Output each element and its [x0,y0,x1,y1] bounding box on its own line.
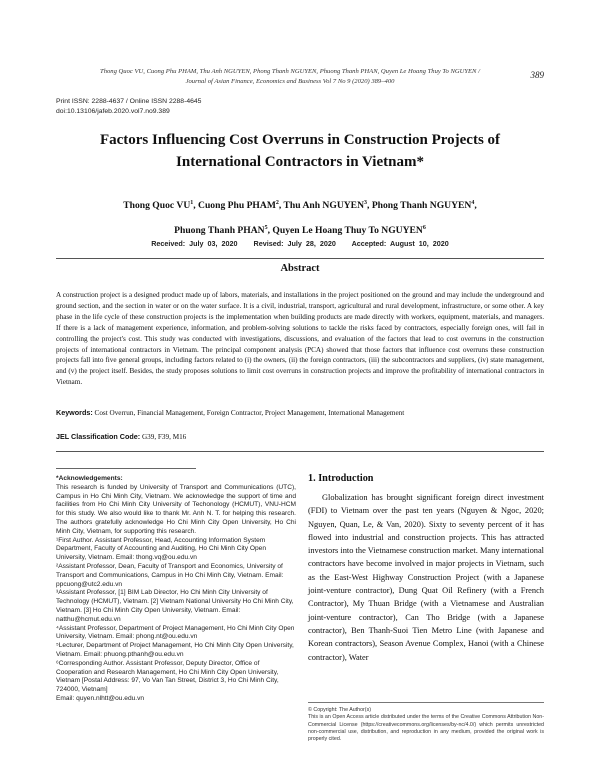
issn-block [56,97,201,117]
copyright-rule [308,702,544,703]
footnote-6: ⁶Corresponding Author. Assistant Professor, Deputy Director, Office of Cooperation and Research Management, Ho Chi Minh City Open University, Vietnam [Postal Address: 97, Vo Van Tan Street, District 3, Ho Chi Minh City, 724000, Vietnam] [56,659,279,694]
abstract-heading: Abstract [280,263,320,274]
jel-codes: G39, F39, M16 [141,433,187,441]
acknowledgements-heading: *Acknowledgements: [56,475,123,482]
introduction-heading: 1. Introduction [308,473,374,484]
keywords-text: Cost Overrun, Financial Management, Foreign Contractor, Project Management, International Management [94,409,405,417]
doi-line[interactable]: doi:10.13106/jafeb.2020.vol7.no9.389 [56,108,170,115]
footnote-4: ⁴Assistant Professor, Department of Project Management, Ho Chi Minh City Open University, Vietnam. Email: phong.nt@ou.edu.vn [56,624,295,641]
author-line-2: Phuong Thanh PHAN$^5$, Quyen Le Hoang Thuy To NGUYEN$^6$ [174,225,426,237]
footnotes [56,475,296,704]
keywords [56,408,544,417]
acknowledgements-text: This research is funded by University of Transport and Communications (UTC), Campus in Ho Chi Minh City, Vietnam. We acknowledge the support of time and facilities from Ho Chi Minh City University of Techonology (HCMUT), VNU-HCM for this study. We also would like to thank Mr. Anh N. T. for helping this research. The authors gratefully acknowledge Ho Chi Minh City Open University, Ho Chi Minh City, Vietnam, for supporting this research. [56,483,296,535]
license-text: This is an Open Access article distributed under the terms of the Creative Commons Attribution Non-Commercial License (https://creativecommons.org/licenses/by-nc/4.0/) which permits unrestricted non-commercial use, distribution, and reproduction in any medium, provided the original work is properly cited. [308,714,544,743]
abstract-top-rule [56,258,544,259]
footnote-5: ⁵Lecturer, Department of Project Management, Ho Chi Minh City Open University, Vietnam. Email: phuong.pthanh@ou.edu.vn [56,642,294,658]
received-date: Received: July 03, 2020 [151,239,238,248]
revised-date: Revised: July 28, 2020 [253,239,336,248]
author-name: Cuong Phu PHAM [198,200,276,212]
copyright-notice [308,707,544,743]
author-name: Phong Thanh NGUYEN [371,200,472,212]
accepted-date: Accepted: August 10, 2020 [351,239,449,248]
running-header-journal: Journal of Asian Finance, Economics and Business Vol 7 No 9 (2020) 389–400 [185,78,395,85]
issn-line: Print ISSN: 2288-4637 / Online ISSN 2288-4645 [56,98,202,105]
author-name: Thu Anh NGUYEN [283,200,365,212]
author-affiliation-mark: 4 [471,200,475,206]
author-name: Quyen Le Hoang Thuy To NGUYEN [272,225,423,237]
author-name: Phuong Thanh PHAN [174,225,265,237]
author-line-1: Thong Quoc $VU^1$, Cuong Phu PHAM$^2$, Thu Anh NGUYEN$^3$, Phong Thanh NGUYEN$^4$, [123,200,477,212]
footnote-3: ³Assistant Professor, [1] BIM Lab Director, Ho Chi Minh City University of Technology (HCMUT), Vietnam. [2] Vietnam National University Ho Chi Minh City, Vietnam. [3] Ho Chi Minh City Open University, Vietnam. Email: natthu@hcmut.edu.vn [56,589,294,623]
paper-title-line-1: Factors Influencing Cost Overruns in Construction Projects of [99,132,501,148]
section-rule [56,451,544,452]
submission-dates [60,239,540,248]
footnote-2: ²Assistant Professor, Dean, Faculty of Transport and Economics, University of Transport and Communications, Campus in Ho Chi Minh City, Vietnam. Email: ppcuong@utc2.edu.vn [56,562,284,588]
author-list [60,192,540,242]
author-affiliation-mark: 2 [275,200,279,206]
author-affiliation-mark: 5 [264,225,268,232]
copyright-line: © Copyright: The Author(s) [308,707,371,713]
paper-title [60,129,540,173]
author-affiliation-mark: 3 [364,200,368,206]
abstract-body: A construction project is a designed product made up of labors, materials, and installations in the project positioned on the ground and may include the underground and ground section, and the section in water or on the water surface. It is a civil, industrial, transport, agricultural and rural development, infrastructure, or some other. A key phase in the life cycle of these construction projects is the implementation when building products are made directly with workers, equipment, materials, and managers. If there is a lack of management experience, information, and problem-solving solutions to tackle the risks faced by contractors, especially foreign ones, will fail in controlling the project's cost. This study was conducted with investigations, discussions, and evaluation of the factors that lead to cost overruns in the construction projects of international contractors in Vietnam. The principal component analysis (PCA) showed that those factors that influence cost overruns these construction projects fall into five general groups, including factors related to (i) the owners, (ii) the foreign contractors, (iii) the subcontractors and suppliers, (iv) state management, and (v) the project itself. Besides, the study proposes solutions to limit cost overruns in construction projects and improve the profitability of international contractors in Vietnam. [56,291,544,387]
paper-title-line-2: International Contractors in Vietnam* [176,154,424,170]
author-affiliation-mark: 6 [422,225,426,232]
author-name: Thong Quoc VU [123,200,191,212]
keywords-label: Keywords: [56,408,93,417]
running-header-authors: Thong Quoc VU, Cuong Phu PHAM, Thu Anh NGUYEN, Phong Thanh NGUYEN, Phuong Thanh PHAN, Quyen Le Hoang Thuy To NGUYEN / [100,68,480,75]
footnote-6-email[interactable]: Email: quyen.nlhtt@ou.edu.vn [56,694,145,702]
introduction-body: Globalization has brought significant foreign direct investment (FDI) to Vietnam over the past ten years (Nguyen & Ngoc, 2020; Nguyen, Quan, Le, & Van, 2020). Sixty to seventy percent of it has flowed into industrial and construction projects. This has attracted investors into the Vietnamese construction market. Many international contractors have become involved in major projects in Vietnam, such as the East-West Highway Construction Project (with a Japanese joint-venture contractor), Dung Quat Oil Refinery (with a French Contractor), My Thuan Bridge (with a Vietnamese and Australian joint-venture contractor), Can Tho Bridge (with a Japanese contractor), Ben Thanh-Suoi Tien Metro Line (with Japanese and Korean contractors), Season Avenue Complex, Hanoi (with a Chinese contractor), Water [308,493,544,662]
author-affiliation-mark: 1 [190,200,194,206]
running-header [60,67,520,87]
page-number: 389 [530,70,544,80]
jel-classification [56,432,544,441]
footnote-1: ¹First Author. Assistant Professor, Head, Accounting Information System Department, Faculty of Accounting and Auditing, Ho Chi Minh City Open University, Vietnam. Email: thong.vq@ou.edu.vn [56,536,267,562]
footnote-rule [56,468,196,469]
jel-label: JEL Classification Code: [56,432,141,441]
